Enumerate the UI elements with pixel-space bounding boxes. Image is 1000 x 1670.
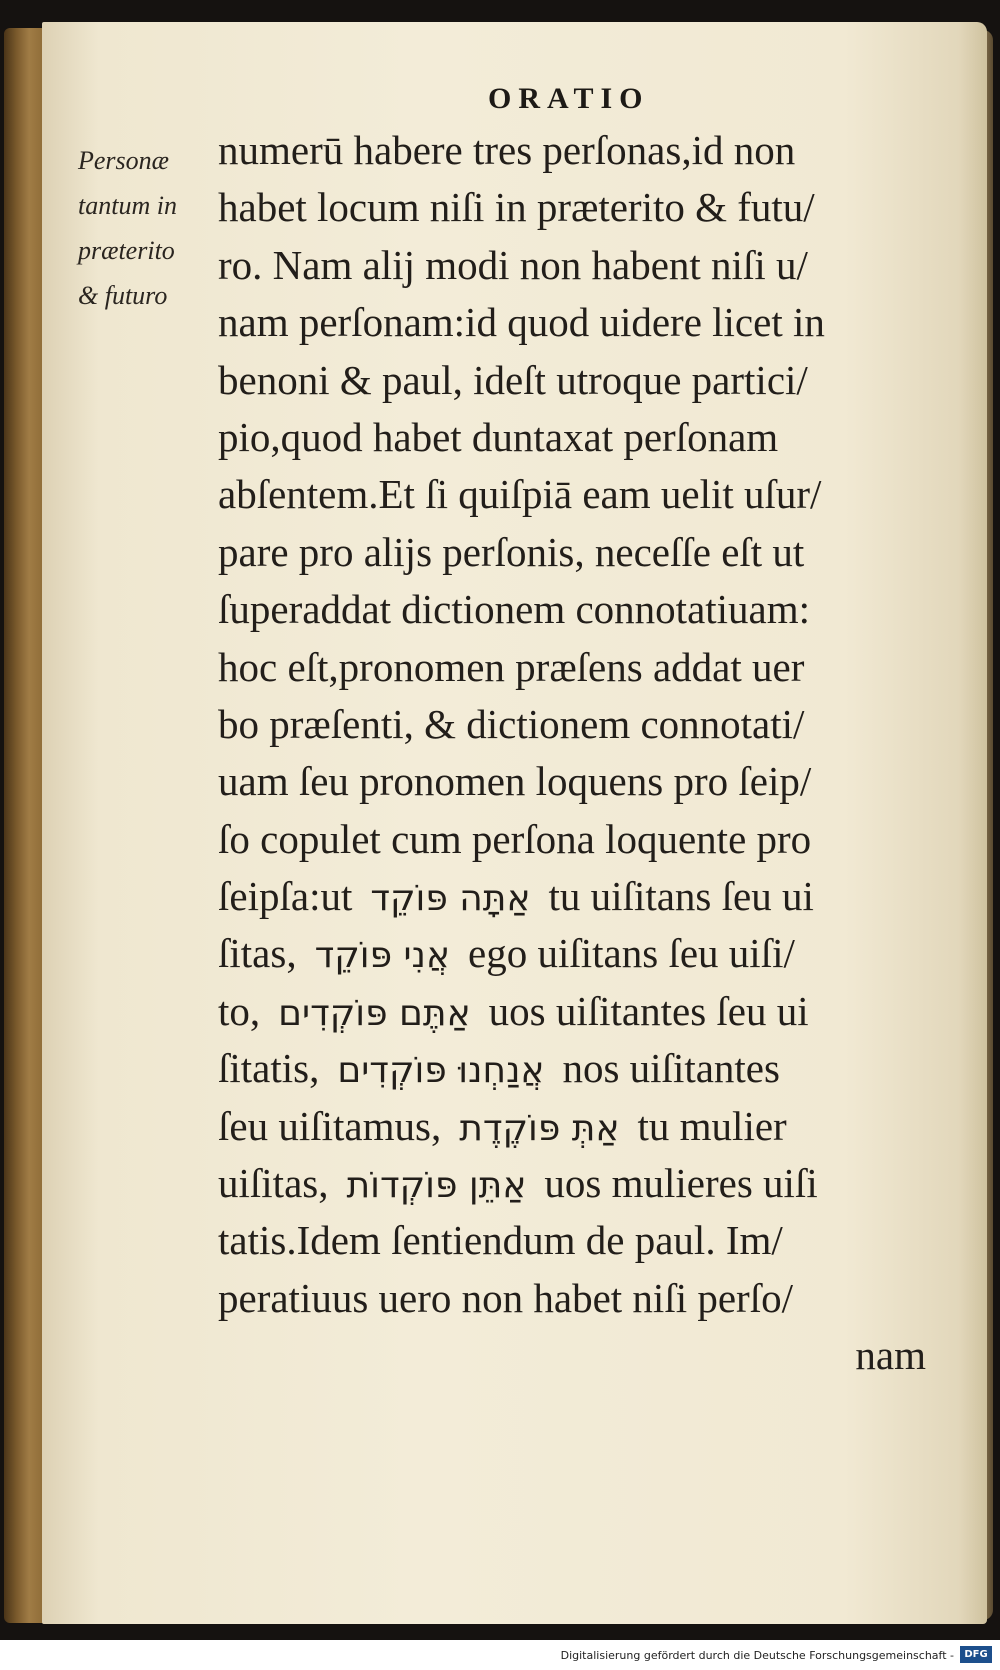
latin-text: benoni & paul, ideſt utroque partici/ [218,356,808,403]
text-line [218,639,946,696]
text-line [218,524,946,581]
latin-text: ſitatis, [218,1045,320,1092]
latin-text: pio,quod habet duntaxat perſonam [218,413,779,460]
text-line [218,696,946,753]
margin-note [78,138,218,318]
text-line [218,753,946,810]
text-line [218,1098,946,1155]
latin-text: tatis.Idem ſentiendum de paul. Im/ [218,1217,783,1264]
latin-text: ro. Nam alij modi non habent niſi u/ [218,241,808,288]
margin-note-line: præterito [78,236,175,265]
latin-text: nam perſonam:id quod uidere licet in [218,299,825,346]
book-spine [4,28,46,1623]
text-line [218,925,946,982]
hebrew-text: אַתֶּם פּוֹקְדִים [278,992,471,1034]
latin-text: ſuperaddat dictionem connotatiuam: [218,586,811,633]
text-line [218,1212,946,1269]
latin-text: ſeipſa:ut [218,873,353,920]
latin-text: uos mulieres uiſi [544,1160,818,1207]
latin-text: tu mulier [637,1102,787,1149]
text-line [218,811,946,868]
text-line [218,1270,946,1327]
margin-note-line: & futuro [78,281,168,310]
dfg-logo: DFG [960,1646,992,1663]
footer [0,1640,1000,1670]
text-line [218,1040,946,1097]
text-line [218,1327,946,1384]
text-line [218,294,946,351]
latin-text: ſeu uiſitamus, [218,1102,442,1149]
latin-text: habet locum niſi in præterito & futu/ [218,184,815,231]
latin-text: nos uiſitantes [562,1045,780,1092]
latin-text: ſitas, [218,930,297,977]
text-line [218,237,946,294]
running-head: ORATIO [488,82,650,115]
latin-text: uiſitas, [218,1160,329,1207]
text-line [218,179,946,236]
latin-text: ſo copulet cum perſona loquente pro [218,815,812,862]
text-line [218,868,946,925]
latin-text: hoc eſt,pronomen præſens addat uer [218,643,805,690]
latin-text: numerū habere tres perſonas,id non [218,127,796,173]
hebrew-text: אַתֵּן פּוֹקְדוֹת [346,1165,527,1207]
text-line [218,409,946,466]
latin-text: pare pro alijs perſonis, neceſſe eſt ut [218,528,805,575]
text-line [218,1155,946,1212]
margin-note-line: Personæ [78,146,169,175]
margin-note-line: tantum in [78,191,177,220]
latin-text: abſentem.Et ſi quiſpiā eam uelit uſur/ [218,471,822,518]
text-line [218,466,946,523]
footer-text: Digitalisierung gefördert durch die Deutsche Forschungsgemeinschaft - [560,1649,954,1662]
latin-text: peratiuus uero non habet niſi perſo/ [218,1274,793,1321]
text-line [218,581,946,638]
latin-text: uam ſeu pronomen loquens pro ſeip/ [218,758,812,805]
latin-text: uos uiſitantes ſeu ui [488,987,809,1034]
latin-text: tu uiſitans ſeu ui [548,873,814,920]
hebrew-text: אֲנִי פּוֹקֵד [314,935,451,977]
hebrew-text: אֲנַחְנוּ פּוֹקְדִים [337,1050,545,1092]
text-line [218,983,946,1040]
text-line [218,352,946,409]
body-text [218,122,946,1385]
latin-text: to, [218,987,261,1034]
latin-text: bo præſenti, & dictionem connotati/ [218,700,805,747]
hebrew-text: אַתָּה פּוֹקֵד [370,878,531,920]
text-line [218,122,946,179]
hebrew-text: אַתְּ פּוֹקֶדֶת [459,1107,620,1149]
latin-text: nam [855,1332,926,1379]
latin-text: ego uiſitans ſeu uiſi/ [468,930,795,977]
